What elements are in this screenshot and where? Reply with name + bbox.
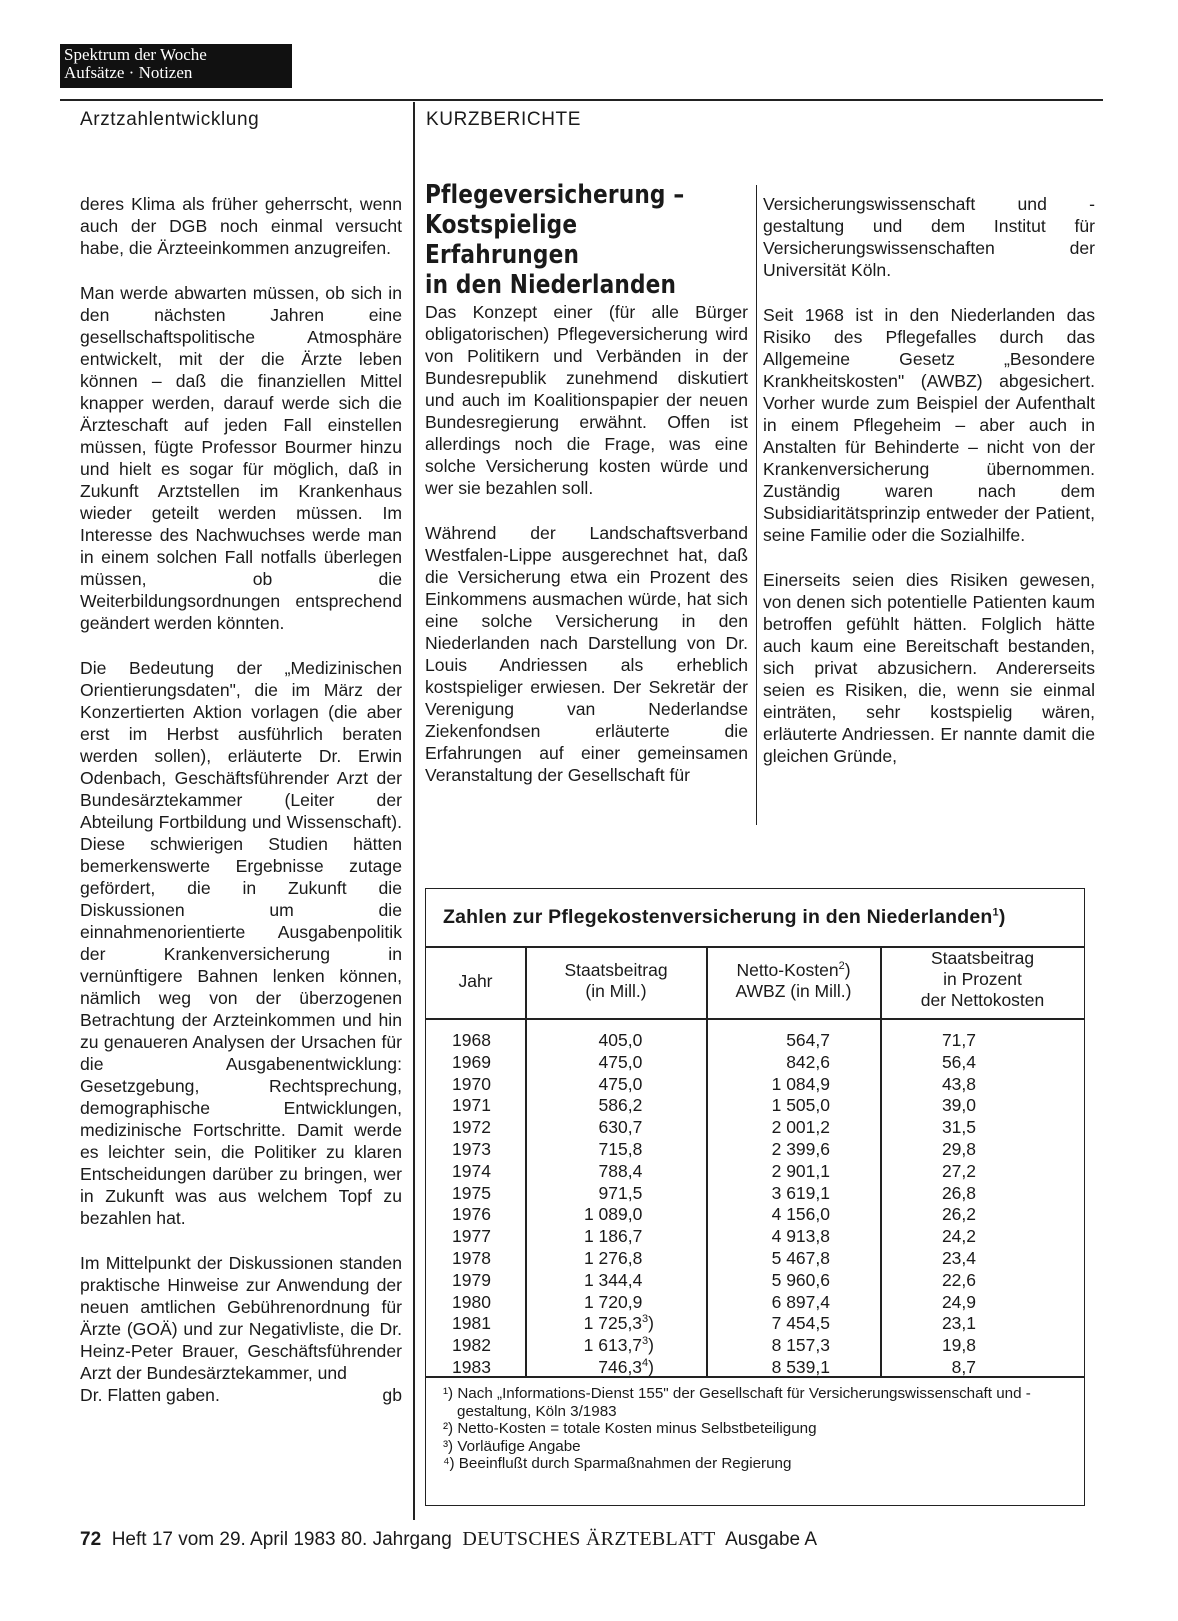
cell-jahr-value: 1974	[452, 1160, 491, 1181]
cell-jahr-value: 1982	[452, 1335, 491, 1356]
cell-percent-value: 71,7	[941, 1030, 976, 1050]
cell-netto-kosten-value: 7 454,5	[771, 1313, 830, 1334]
cell-staatsbeitrag: 746,3$^4$)	[598, 1356, 654, 1377]
cell-percent-value: 24,2	[941, 1226, 976, 1247]
data-table-box	[425, 888, 1085, 1506]
header-netto-line: Netto-Kosten$^2$)	[736, 960, 851, 980]
right-column	[763, 193, 1095, 767]
table-row	[426, 1226, 1084, 1248]
cell-percent-value: 56,4	[941, 1051, 976, 1072]
cell-netto-kosten-value: 8 539,1	[771, 1356, 830, 1377]
cell-percent	[942, 1204, 976, 1225]
cell-netto-kosten-value: 2 001,2	[771, 1117, 830, 1138]
header-staatsbeitrag-line: (in Mill.)	[585, 981, 647, 1001]
cell-jahr	[452, 1357, 491, 1378]
cell-jahr	[452, 1292, 491, 1313]
cell-jahr	[452, 1117, 491, 1138]
table-footnotes	[443, 1385, 1043, 1473]
cell-jahr-value: 1970	[452, 1073, 491, 1094]
cell-staatsbeitrag	[599, 1074, 654, 1095]
cell-jahr-value: 1979	[452, 1269, 491, 1290]
cell-jahr-value: 1971	[452, 1095, 491, 1116]
cell-percent	[942, 1313, 976, 1334]
cell-staatsbeitrag	[599, 1095, 654, 1116]
cell-netto-kosten	[772, 1270, 830, 1291]
cell-staatsbeitrag	[599, 1139, 654, 1160]
cell-netto-kosten	[772, 1161, 830, 1182]
cell-percent-value: 22,6	[941, 1269, 976, 1290]
table-footnote: ¹) Nach „Informations-Dienst 155" der Gesellschaft für Versicherungswissenschaft und -gestaltung, Köln 3/1983	[443, 1385, 1031, 1420]
table-footnote: ⁴) Beeinflußt durch Sparmaßnahmen der Regierung	[443, 1455, 792, 1472]
cell-percent	[942, 1292, 976, 1313]
cell-netto-kosten-value: 1 505,0	[771, 1095, 830, 1116]
middle-paragraph: Während der Landschaftsverband Westfalen-Lippe ausgerechnet hat, daß die Versicherung etwa ein Prozent des Einkommens ausmachen würde, hat sich eine solche Versicherung in den Niederlanden nach Darstellung von Dr. Louis Andriessen als erheblich kostspieliger erwiesen. Der Sekretär der Verenigung van Nederlandse Ziekenfondsen erläuterte die Erfahrungen auf einer gemeinsamen Veranstaltung der Gesellschaft für	[425, 523, 748, 785]
middle-column	[425, 301, 748, 786]
journal-name: DEUTSCHES ÄRZTEBLATT	[462, 1528, 716, 1550]
cell-staatsbeitrag	[599, 1183, 654, 1204]
table-row	[426, 1248, 1084, 1270]
cell-staatsbeitrag-value: 1 613,7	[583, 1335, 643, 1356]
cell-jahr	[452, 1161, 491, 1182]
footnote-mark: 3	[642, 1313, 649, 1326]
left-section-label: Arztzahlentwicklung	[80, 109, 260, 130]
cell-netto-kosten	[772, 1204, 830, 1225]
cell-staatsbeitrag	[599, 1052, 654, 1073]
cell-jahr-value: 1977	[452, 1226, 491, 1247]
cell-staatsbeitrag-value: 715,8	[598, 1138, 643, 1159]
cell-staatsbeitrag-value: 586,2	[598, 1095, 643, 1116]
cell-percent	[942, 1226, 976, 1247]
page-number: 72	[80, 1529, 102, 1550]
cell-jahr	[452, 1095, 491, 1116]
cell-jahr-value: 1968	[452, 1030, 491, 1050]
cell-percent	[942, 1248, 976, 1269]
cell-jahr	[452, 1248, 491, 1269]
cell-jahr-value: 1978	[452, 1247, 491, 1268]
cell-netto-kosten	[786, 1052, 830, 1073]
cell-percent-value: 19,8	[941, 1335, 976, 1356]
cell-percent-value: 27,2	[941, 1160, 976, 1181]
cell-staatsbeitrag-value: 971,5	[598, 1182, 643, 1203]
cell-netto-kosten-value: 3 619,1	[771, 1182, 830, 1203]
section-header-box	[60, 44, 292, 88]
right-paragraph: Seit 1968 ist in den Niederlanden das Risiko des Pflegefalles durch das Allgemeine Gesetz „Besondere Krankheitskosten" (AWBZ) abgesichert. Vorher wurde zum Beispiel der Aufenthalt in einem Pflegeheim – aber auch in Anstalten für Behinderte – nicht von der Krankenversicherung übernommen. Zuständig waren nach dem Subsidiaritätsprinzip entweder der Patient, seine Familie oder die Sozialhilfe.	[763, 305, 1095, 545]
cell-jahr	[452, 1204, 491, 1225]
cell-staatsbeitrag-value: 1 725,3	[583, 1313, 643, 1334]
cell-jahr-value: 1981	[452, 1313, 491, 1334]
left-last-line	[80, 1384, 402, 1406]
cell-percent-value: 26,8	[941, 1182, 976, 1203]
cell-jahr	[452, 1313, 491, 1334]
cell-jahr	[452, 1226, 491, 1247]
table-row	[426, 1030, 1084, 1052]
cell-jahr-value: 1973	[452, 1138, 491, 1159]
cell-jahr-value: 1975	[452, 1182, 491, 1203]
cell-percent-value: 29,8	[941, 1138, 976, 1159]
cell-percent-value: 31,5	[941, 1117, 976, 1138]
cell-percent-value: 23,4	[941, 1247, 976, 1268]
left-column	[80, 193, 402, 1406]
article-headline	[425, 180, 689, 300]
table-footnote: ²) Netto-Kosten = totale Kosten minus Selbstbeteiligung	[443, 1420, 817, 1437]
cell-netto-kosten-value: 4 156,0	[771, 1204, 830, 1225]
table-title-text: Zahlen zur Pflegekostenversicherung in den Niederlanden	[443, 906, 993, 928]
cell-jahr-value: 1969	[452, 1051, 491, 1072]
table-row	[426, 1292, 1084, 1314]
cell-netto-kosten	[772, 1357, 830, 1378]
table-row	[426, 1139, 1084, 1161]
table-body	[426, 1030, 1084, 1379]
footnote-mark: 3	[642, 1335, 649, 1348]
cell-netto-kosten	[772, 1335, 830, 1356]
cell-netto-kosten	[772, 1313, 830, 1334]
cell-netto-kosten	[772, 1095, 830, 1116]
cell-staatsbeitrag: 1 725,3$^3$)	[583, 1313, 654, 1334]
header-jahr: Jahr	[458, 971, 493, 991]
headline-line: in den Niederlanden	[425, 270, 677, 300]
cell-jahr-value: 1983	[452, 1356, 491, 1377]
edition-info: Ausgabe A	[725, 1529, 818, 1550]
cell-netto-kosten	[772, 1226, 830, 1247]
cell-staatsbeitrag	[599, 1117, 654, 1138]
cell-netto-kosten-value: 4 913,8	[771, 1226, 830, 1247]
table-row	[426, 1052, 1084, 1074]
cell-netto-kosten	[772, 1074, 830, 1095]
cell-netto-kosten-value: 1 084,9	[771, 1073, 830, 1094]
cell-staatsbeitrag	[584, 1270, 654, 1291]
cell-percent	[942, 1335, 976, 1356]
left-last-line-text: Dr. Flatten gaben.	[80, 1385, 220, 1405]
cell-percent-value: 39,0	[941, 1095, 976, 1116]
cell-percent	[952, 1357, 976, 1378]
cell-jahr	[452, 1074, 491, 1095]
cell-jahr-value: 1976	[452, 1204, 491, 1225]
cell-netto-kosten-value: 8 157,3	[771, 1335, 830, 1356]
right-paragraph: Einerseits seien dies Risiken gewesen, von denen sich potentielle Patienten kaum betroffen gefühlt hätten. Folglich hätte auch kaum eine Bereitschaft bestanden, sich privat abzusichern. Andererseits seien es Risiken, die, wenn sie einmal einträten, sehr kostspielig wären, erläuterte Andriessen. Er nannte damit die gleichen Gründe,	[763, 570, 1095, 766]
cell-staatsbeitrag	[584, 1248, 654, 1269]
table-row	[426, 1270, 1084, 1292]
cell-jahr	[452, 1335, 491, 1356]
cell-netto-kosten	[772, 1139, 830, 1160]
left-paragraph: Die Bedeutung der „Medizinischen Orientierungsdaten", die im März der Konzertierten Aktion vorlagen (die aber erst im Herbst ausführlich beraten werden sollen), erläuterte Dr. Erwin Odenbach, Geschäftsführender Arzt der Bundesärztekammer (Leiter der Abteilung Fortbildung und Wissenschaft). Diese schwierigen Studien hätten bemerkenswerte Ergebnisse zutage gefördert, die in Zukunft die Diskussionen um die einnahmenorientierte Ausgabenpolitik der Krankenversicherung in vernünftigere Bahnen lenken können, nämlich weg von der überzogenen Betrachtung der Arzteinkommen und hin zu genaueren Analysen der Ursachen für die Ausgabenentwicklung: Gesetzgebung, Rechtsprechung, demographische Entwicklungen, medizinische Fortschritte. Damit werde es leichter sein, die Politiker zu klaren Entscheidungen darüber zu bringen, wer in Zukunft was aus welchem Topf zu bezahlen hat.	[80, 658, 402, 1228]
cell-jahr-value: 1980	[452, 1291, 491, 1312]
cell-staatsbeitrag-value: 630,7	[598, 1117, 643, 1138]
table-title: Zahlen zur Pflegekostenversicherung in den Niederlanden$^1$)	[443, 906, 1006, 928]
cell-percent	[942, 1052, 976, 1073]
cell-staatsbeitrag-value: 1 276,8	[583, 1247, 643, 1268]
cell-staatsbeitrag-value: 1 089,0	[583, 1204, 643, 1225]
footnote-mark: 4	[642, 1357, 649, 1370]
headline-line: Kostspielige Erfahrungen	[425, 210, 580, 270]
cell-percent-value: 43,8	[941, 1073, 976, 1094]
header-staatsbeitrag-line: Staatsbeitrag	[564, 960, 668, 980]
header-netto-line1: Netto-Kosten	[736, 960, 839, 980]
table-row	[426, 1117, 1084, 1139]
table-row	[426, 1161, 1084, 1183]
cell-jahr	[452, 1270, 491, 1291]
left-paragraph: deres Klima als früher geherrscht, wenn auch der DGB noch einmal versucht habe, die Ärzteeinkommen anzugreifen.	[80, 194, 402, 258]
page-footer	[80, 1528, 817, 1551]
headline-line: Pflegeversicherung –	[425, 180, 685, 210]
cell-percent-value: 26,2	[941, 1204, 976, 1225]
article-column-divider	[756, 185, 757, 825]
author-signature: gb	[382, 1385, 402, 1405]
cell-staatsbeitrag-value: 1 186,7	[583, 1226, 643, 1247]
table-title-footnote-mark: 1	[992, 906, 999, 919]
table-row	[426, 1095, 1084, 1117]
table-footnote: ³) Vorläufige Angabe	[443, 1437, 581, 1455]
cell-netto-kosten-value: 842,6	[786, 1051, 830, 1072]
cell-staatsbeitrag	[599, 1161, 654, 1182]
cell-percent	[942, 1030, 976, 1051]
cell-staatsbeitrag	[584, 1292, 654, 1313]
right-section-label: KURZBERICHTE	[426, 109, 581, 130]
table-row	[426, 1357, 1084, 1379]
section-header-line2: Aufsätze · Notizen	[64, 63, 193, 82]
header-netto-kosten	[707, 960, 880, 1002]
cell-percent	[942, 1270, 976, 1291]
cell-jahr	[452, 1030, 491, 1051]
cell-netto-kosten-value: 2 399,6	[771, 1138, 830, 1159]
header-percent	[881, 948, 1084, 1011]
cell-percent	[942, 1161, 976, 1182]
left-paragraph: Im Mittelpunkt der Diskussionen standen praktische Hinweise zur Anwendung der neuen amtlichen Gebührenordnung für Ärzte (GOÄ) und zur Negativliste, die Dr. Heinz-Peter Brauer, Geschäftsführender Arzt der Bundesärztekammer, und	[80, 1253, 402, 1383]
table-row	[426, 1313, 1084, 1335]
header-percent-line: in Prozent	[943, 969, 1022, 989]
cell-percent	[942, 1139, 976, 1160]
cell-staatsbeitrag-value: 746,3	[598, 1356, 643, 1377]
cell-netto-kosten	[772, 1292, 830, 1313]
cell-percent-value: 23,1	[941, 1313, 976, 1334]
cell-staatsbeitrag-value: 405,0	[598, 1030, 643, 1050]
cell-staatsbeitrag-value: 475,0	[598, 1073, 643, 1094]
cell-jahr	[452, 1052, 491, 1073]
header-percent-line: der Nettokosten	[920, 990, 1045, 1010]
cell-percent	[942, 1183, 976, 1204]
middle-paragraph: Das Konzept einer (für alle Bürger obligatorischen) Pflegeversicherung wird von Politikern und Verbänden in der Bundesrepublik zunehmend diskutiert und auch im Koalitionspapier der neuen Bundesregierung erwähnt. Offen ist allerdings noch die Frage, was eine solche Versicherung kosten würde und wer sie bezahlen soll.	[425, 302, 748, 498]
table-row	[426, 1335, 1084, 1357]
cell-staatsbeitrag: 1 613,7$^3$)	[583, 1335, 654, 1356]
cell-staatsbeitrag-value: 788,4	[598, 1160, 643, 1181]
cell-staatsbeitrag	[584, 1226, 654, 1247]
cell-jahr	[452, 1139, 491, 1160]
header-percent-line: Staatsbeitrag	[930, 948, 1035, 968]
cell-netto-kosten-value: 5 960,6	[771, 1269, 830, 1290]
cell-staatsbeitrag-value: 475,0	[598, 1051, 643, 1072]
cell-staatsbeitrag-value: 1 344,4	[583, 1269, 643, 1290]
cell-percent	[942, 1095, 976, 1116]
cell-jahr-value: 1972	[452, 1117, 491, 1138]
cell-percent-value: 24,9	[941, 1291, 976, 1312]
header-netto-line: AWBZ (in Mill.)	[735, 981, 852, 1001]
cell-netto-kosten-value: 2 901,1	[771, 1160, 830, 1181]
cell-netto-kosten	[772, 1183, 830, 1204]
cell-percent	[942, 1117, 976, 1138]
header-netto-footnote-mark: 2	[838, 960, 845, 973]
cell-staatsbeitrag	[599, 1030, 654, 1051]
cell-percent	[942, 1074, 976, 1095]
section-header-line1: Spektrum der Woche	[64, 45, 207, 64]
cell-netto-kosten-value: 6 897,4	[771, 1291, 830, 1312]
left-paragraph: Man werde abwarten müssen, ob sich in den nächsten Jahren eine gesellschaftspolitische Atmosphäre entwickelt, mit der die Ärzte leben können – daß die finanziellen Mittel knapper werden, darauf werde sich die Ärzteschaft auf jeden Fall einstellen müssen, fügte Professor Bourmer hinzu und hielt es sogar für möglich, daß in Zukunft Arztstellen im Krankenhaus wieder geteilt werden müssen. Im Interesse des Nachwuchses werde man in einem solchen Fall notfalls überlegen müssen, ob die Weiterbildungsordnungen entsprechend geändert werden könnten.	[80, 283, 402, 633]
cell-netto-kosten	[772, 1248, 830, 1269]
cell-percent-value: 8,7	[951, 1356, 976, 1377]
top-rule	[60, 99, 1103, 101]
cell-staatsbeitrag-value: 1 720,9	[583, 1291, 643, 1312]
column-divider	[413, 102, 415, 1520]
cell-netto-kosten	[786, 1030, 830, 1051]
table-row	[426, 1183, 1084, 1205]
header-staatsbeitrag	[526, 960, 706, 1002]
table-row	[426, 1204, 1084, 1226]
table-row	[426, 1074, 1084, 1096]
right-paragraph: Versicherungswissenschaft und -gestaltung und dem Institut für Versicherungswissenschaften der Universität Köln.	[763, 194, 1095, 280]
cell-staatsbeitrag	[584, 1204, 654, 1225]
cell-netto-kosten-value: 5 467,8	[771, 1247, 830, 1268]
cell-netto-kosten	[772, 1117, 830, 1138]
issue-info: Heft 17 vom 29. April 1983 80. Jahrgang	[111, 1529, 452, 1550]
cell-netto-kosten-value: 564,7	[786, 1030, 830, 1050]
cell-jahr	[452, 1183, 491, 1204]
